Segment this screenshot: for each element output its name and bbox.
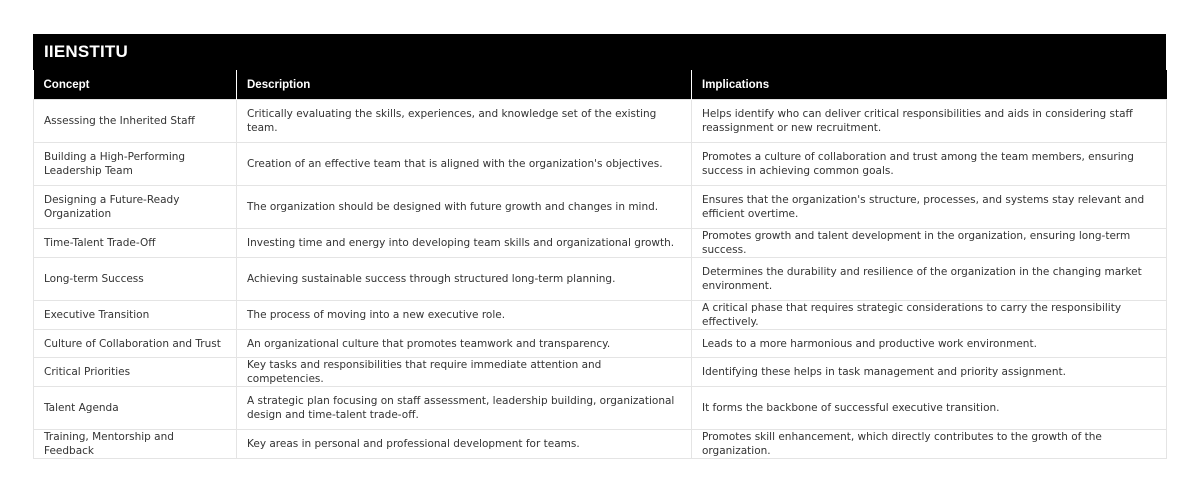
header-concept: Concept	[34, 70, 237, 100]
table-row	[34, 330, 1167, 358]
cell-description: The organization should be designed with future growth and changes in mind.	[237, 186, 692, 229]
table-row	[34, 258, 1167, 301]
table-row	[34, 143, 1167, 186]
cell-implications: Identifying these helps in task management and priority assignment.	[692, 358, 1167, 387]
cell-concept: Long-term Success	[34, 258, 237, 301]
cell-description: An organizational culture that promotes teamwork and transparency.	[237, 330, 692, 358]
cell-concept: Executive Transition	[34, 301, 237, 330]
cell-implications: Leads to a more harmonious and productive work environment.	[692, 330, 1167, 358]
cell-description: Creation of an effective team that is aligned with the organization's objectives.	[237, 143, 692, 186]
cell-concept: Training, Mentorship and Feedback	[34, 430, 237, 459]
cell-description: Achieving sustainable success through structured long-term planning.	[237, 258, 692, 301]
cell-implications: Promotes a culture of collaboration and trust among the team members, ensuring success in achieving common goals.	[692, 143, 1167, 186]
table-row	[34, 430, 1167, 459]
content-table-container	[33, 34, 1166, 459]
cell-concept: Designing a Future-Ready Organization	[34, 186, 237, 229]
table-row	[34, 301, 1167, 330]
table-row	[34, 358, 1167, 387]
table-row	[34, 100, 1167, 143]
cell-concept: Assessing the Inherited Staff	[34, 100, 237, 143]
cell-concept: Culture of Collaboration and Trust	[34, 330, 237, 358]
table-row	[34, 229, 1167, 258]
table-row	[34, 186, 1167, 229]
cell-implications: A critical phase that requires strategic considerations to carry the responsibility effectively.	[692, 301, 1167, 330]
cell-description: Key tasks and responsibilities that require immediate attention and competencies.	[237, 358, 692, 387]
table-row	[34, 387, 1167, 430]
cell-concept: Talent Agenda	[34, 387, 237, 430]
brand-title: IIENSTITU	[33, 34, 1166, 70]
cell-concept: Building a High-Performing Leadership Team	[34, 143, 237, 186]
header-implications: Implications	[692, 70, 1167, 100]
cell-implications: Helps identify who can deliver critical responsibilities and aids in considering staff reassignment or new recruitment.	[692, 100, 1167, 143]
cell-concept: Critical Priorities	[34, 358, 237, 387]
cell-implications: Promotes skill enhancement, which directly contributes to the growth of the organization.	[692, 430, 1167, 459]
concepts-table	[33, 70, 1167, 459]
cell-description: A strategic plan focusing on staff assessment, leadership building, organizational design and time-talent trade-off.	[237, 387, 692, 430]
cell-description: Key areas in personal and professional development for teams.	[237, 430, 692, 459]
cell-implications: It forms the backbone of successful executive transition.	[692, 387, 1167, 430]
cell-concept: Time-Talent Trade-Off	[34, 229, 237, 258]
cell-implications: Promotes growth and talent development in the organization, ensuring long-term success.	[692, 229, 1167, 258]
header-description: Description	[237, 70, 692, 100]
cell-description: The process of moving into a new executive role.	[237, 301, 692, 330]
table-header-row	[34, 70, 1167, 100]
cell-description: Investing time and energy into developing team skills and organizational growth.	[237, 229, 692, 258]
cell-description: Critically evaluating the skills, experiences, and knowledge set of the existing team.	[237, 100, 692, 143]
cell-implications: Determines the durability and resilience of the organization in the changing market environment.	[692, 258, 1167, 301]
cell-implications: Ensures that the organization's structure, processes, and systems stay relevant and efficient overtime.	[692, 186, 1167, 229]
